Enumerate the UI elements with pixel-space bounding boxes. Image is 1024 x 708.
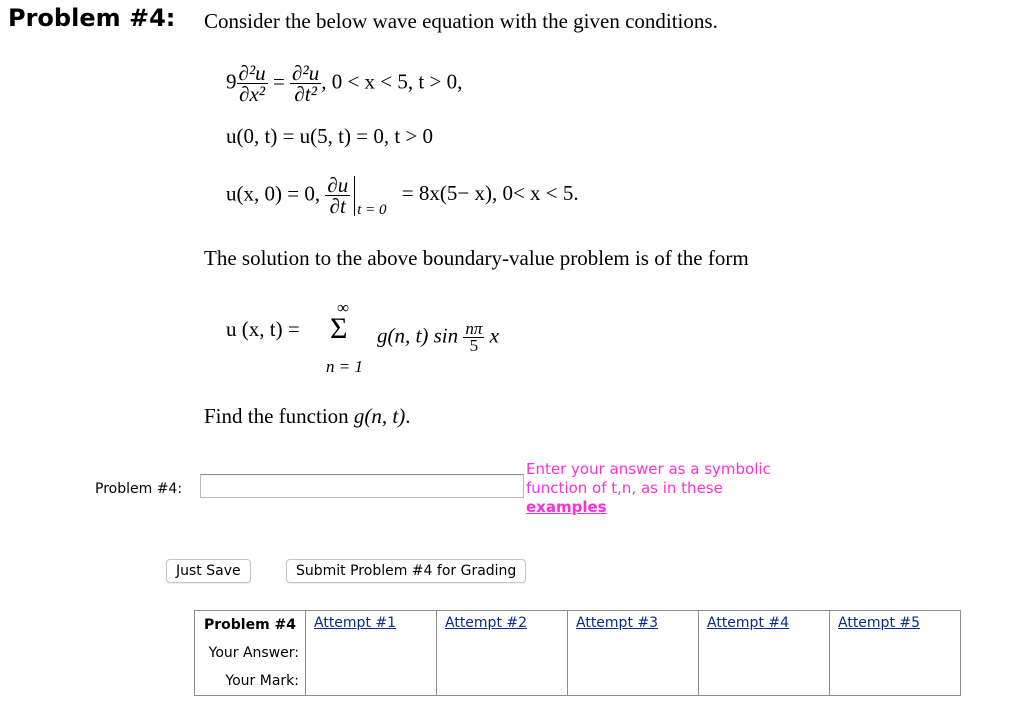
- solution-form-text: The solution to the above boundary-value problem is of the form: [204, 246, 749, 270]
- attempt-column-5: [830, 611, 961, 696]
- attempt-2-link[interactable]: Attempt #2: [445, 615, 528, 631]
- answer-label: Problem #4:: [95, 481, 183, 497]
- ic-derivative: $\frac{\partial u}{\partial t}$: [327, 173, 349, 218]
- attempt-5-link[interactable]: Attempt #5: [838, 615, 921, 631]
- series-term: [377, 321, 499, 354]
- attempts-table: [194, 610, 961, 696]
- series-variable: x: [489, 323, 499, 348]
- answer-hint: [526, 460, 826, 517]
- series-term-text: g(n, t) sin: [377, 323, 459, 348]
- answer-input[interactable]: [200, 474, 524, 498]
- attempt-column-4: [699, 611, 830, 696]
- series-fraction: $\frac{n\pi}{5}$: [465, 319, 483, 355]
- pde-fraction-left: $\frac{\text{∂²u}}{\text{∂x²}}$: [238, 61, 266, 106]
- row-labels: [195, 611, 306, 696]
- pde-domain: , 0 < x < 5, t > 0,: [321, 69, 463, 94]
- problem-intro: Consider the below wave equation with the given conditions.: [204, 9, 718, 33]
- attempt-1-link[interactable]: Attempt #1: [314, 615, 397, 631]
- ic-eval-bar: [354, 176, 355, 216]
- wave-equation: [226, 63, 462, 104]
- pde-equals: =: [272, 69, 285, 94]
- series-lhs: u (x, t) =: [226, 317, 300, 341]
- pde-fraction-right: $\frac{\text{∂²u}}{\text{∂t²}}$: [292, 61, 320, 106]
- attempt-column-2: [437, 611, 568, 696]
- series-upper-limit: ∞: [337, 298, 350, 317]
- table-header-problem: Problem #4: [204, 617, 297, 633]
- problem-heading: Problem #4:: [8, 4, 176, 32]
- attempt-4-link[interactable]: Attempt #4: [707, 615, 790, 631]
- attempt-column-1: [306, 611, 437, 696]
- your-answer-label: Your Answer:: [208, 645, 299, 661]
- attempt-3-link[interactable]: Attempt #3: [576, 615, 659, 631]
- examples-link[interactable]: examples: [526, 498, 607, 516]
- boundary-condition: u(0, t) = u(5, t) = 0, t > 0: [226, 124, 434, 148]
- submit-button[interactable]: Submit Problem #4 for Grading: [286, 559, 526, 583]
- find-function-text: Find the function g(n, t).: [204, 404, 411, 428]
- ic-right: = 8x(5− x), 0< x < 5.: [401, 181, 579, 206]
- initial-condition: [226, 175, 579, 219]
- attempt-column-3: [568, 611, 699, 696]
- ic-eval-point: t = 0: [357, 202, 387, 219]
- pde-coefficient: 9: [226, 69, 237, 94]
- just-save-button[interactable]: Just Save: [166, 559, 251, 583]
- sigma-icon: Σ: [330, 312, 348, 345]
- your-mark-label: Your Mark:: [225, 673, 299, 689]
- ic-left: u(x, 0) = 0,: [226, 181, 321, 206]
- series-lower-limit: n = 1: [326, 357, 363, 376]
- hint-text: Enter your answer as a symbolic function of t,n, as in these: [526, 460, 771, 497]
